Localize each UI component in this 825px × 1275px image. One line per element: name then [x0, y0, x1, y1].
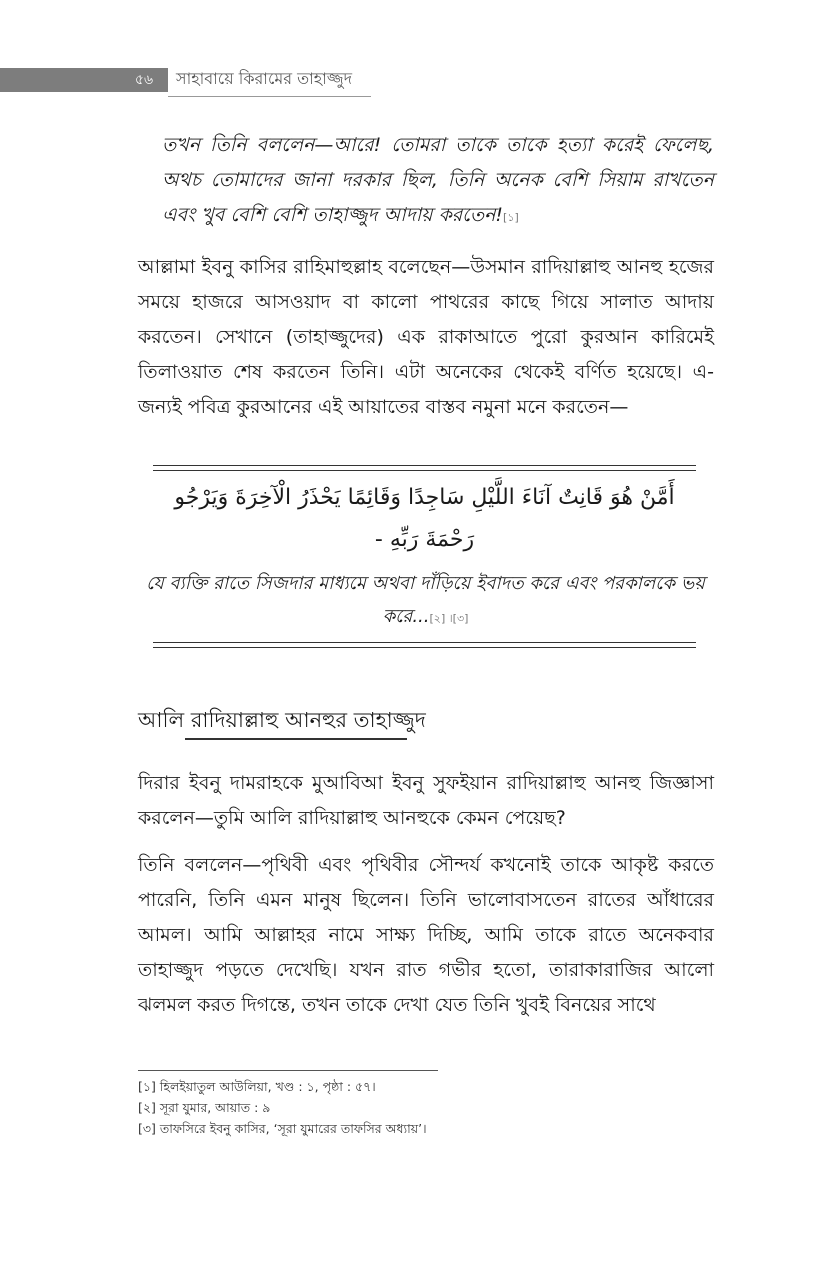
ayah-translation-text: যে ব্যক্তি রাতে সিজদার মাধ্যমে অথবা দাঁড়িয়ে ইবাদত করে এবং পরকালকে ভয় করে...: [146, 573, 705, 627]
header-rule: [168, 96, 371, 97]
section-title-underline: [185, 738, 407, 740]
footnotes: [138, 1076, 714, 1139]
ayah-box: [146, 465, 705, 648]
running-title: সাহাবায়ে কিরামের তাহাজ্জুদ: [176, 69, 353, 88]
quote-text: তখন তিনি বললেন—আরে! তোমরা তাকে তাকে হত্যা করেই ফেলেছ, অথচ তোমাদের জানা দরকার ছিল, তিনি অনেক বেশি সিয়াম রাখতেন এবং খুব বেশি বেশি তাহাজ্জুদ আদায় করতেন!: [162, 134, 714, 226]
page-number: ৫৬: [134, 72, 154, 88]
quote-block: [162, 128, 714, 235]
section-title: আলি রাদিয়াল্লাহু আনহুর তাহাজ্জুদ: [138, 708, 426, 732]
ayah-translation: [138, 567, 713, 635]
ayah-top-rule: [153, 465, 696, 471]
footnote-ref-1[interactable]: [১]: [503, 211, 519, 224]
paragraph-ali: তিনি বললেন—পৃথিবী এবং পৃথিবীর সৌন্দর্য কখনোই তাকে আকৃষ্ট করতে পারেনি, তিনি এমন মানুষ ছিলেন। তিনি ভালোবাসতেন রাতের আঁধারের আমল। আমি আল্লাহর নামে সাক্ষ্য দিচ্ছি, আমি তাকে রাতে অনেকবার তাহাজ্জুদ পড়তে দেখেছি। যখন রাত গভীর হতো, তারাকারাজির আলো ঝলমল করত দিগন্তে, তখন তাকে দেখা যেত তিনি খুবই বিনয়ের সাথে: [138, 854, 714, 1016]
footnote-refs-2-3[interactable]: [২] ।[৩]: [429, 612, 469, 625]
ayah-arabic: أَمَّنْ هُوَ قَانِتٌ آنَاءَ اللَّيْلِ سَاجِدًا وَقَائِمًا يَحْذَرُ الْآخِرَةَ وَيَرْجُو رَحْمَةَ رَبِّهِ -: [174, 485, 675, 552]
paragraph-dirar: দিরার ইবনু দামরাহকে মুআবিআ ইবনু সুফইয়ান রাদিয়াল্লাহু আনহু জিজ্ঞাসা করলেন—তুমি আলি রাদিয়াল্লাহু আনহুকে কেমন পেয়েছ?: [138, 772, 714, 829]
footnote-3: [৩] তাফসিরে ইবনু কাসির, ‘সূরা যুমারের তাফসির অধ্যায়’।: [138, 1121, 427, 1136]
paragraph-ibn-kathir: আল্লামা ইবনু কাসির রাহিমাহুল্লাহ বলেছেন—উসমান রাদিয়াল্লাহু আনহু হজের সময়ে হাজরে আসওয়াদ বা কালো পাথরের কাছে গিয়ে সালাত আদায় করতেন। সেখানে (তাহাজ্জুদের) এক রাকাআতে পুরো কুরআন কারিমেই তিলাওয়াত শেষ করতেন তিনি। এটা অনেকের থেকেই বর্ণিত হয়েছে। এ-জন্যই পবিত্র কুরআনের এই আয়াতের বাস্তব নমুনা মনে করতেন—: [138, 256, 714, 418]
footnote-1: [১] হিলইয়াতুল আউলিয়া, খণ্ড : ১, পৃষ্ঠা : ৫৭।: [138, 1079, 376, 1094]
footnote-rule: [138, 1070, 438, 1071]
footnote-2: [২] সূরা যুমার, আয়াত : ৯: [138, 1100, 271, 1115]
ayah-bottom-rule: [153, 642, 696, 648]
